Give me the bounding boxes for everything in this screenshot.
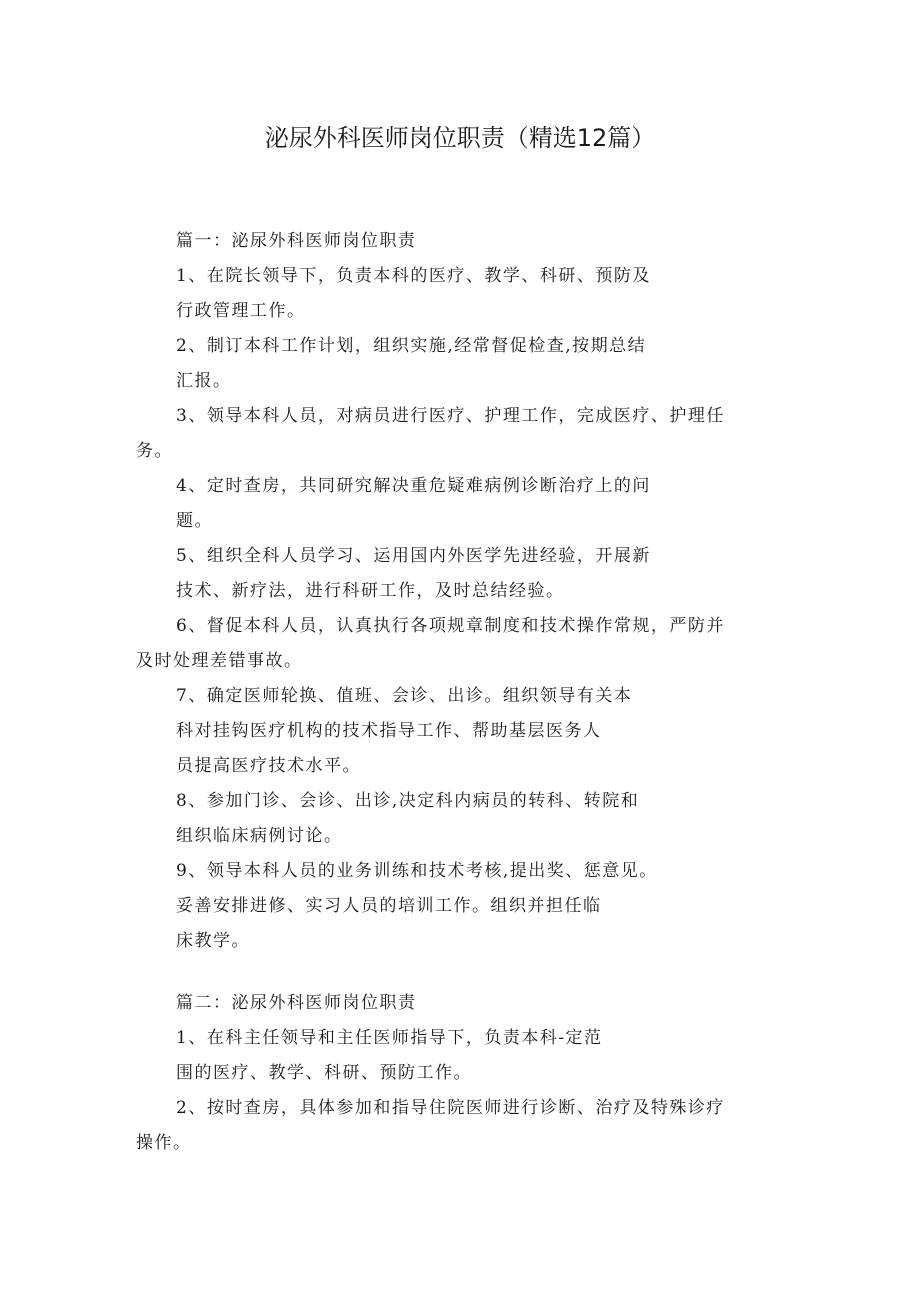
paragraph-line: 围的医疗、教学、科研、预防工作。: [176, 1063, 472, 1083]
paragraph-line: 8、参加门诊、会诊、出诊,决定科内病员的转科、转院和: [176, 791, 640, 811]
paragraph-line: 9、领导本科人员的业务训练和技术考核,提出奖、惩意见。: [176, 861, 658, 881]
paragraph-line: 7、确定医师轮换、值班、会诊、出诊。组织领导有关本: [176, 686, 633, 706]
paragraph-line: 6、督促本科人员，认真执行各项规章制度和技术操作常规，严防并: [176, 616, 725, 636]
paragraph-line: 及时处理差错事故。: [136, 651, 303, 671]
paragraph-line: 床教学。: [176, 931, 250, 951]
paragraph-line: 科对挂钩医疗机构的技术指导工作、帮助基层医务人: [176, 721, 602, 741]
paragraph-line: 题。: [176, 511, 213, 531]
paragraph-line: 3、领导本科人员，对病员进行医疗、护理工作，完成医疗、护理任: [176, 406, 725, 426]
paragraph-line: 5、组织全科人员学习、运用国内外医学先进经验，开展新: [176, 546, 651, 566]
section-heading: 篇二：泌尿外科医师岗位职责: [176, 993, 417, 1013]
paragraph-line: 技术、新疗法，进行科研工作，及时总结经验。: [176, 581, 565, 601]
paragraph-line: 务。: [136, 441, 173, 461]
paragraph-line: 妥善安排进修、实习人员的培训工作。组织并担任临: [176, 896, 602, 916]
paragraph-line: 1、在院长领导下，负责本科的医疗、教学、科研、预防及: [176, 266, 651, 286]
paragraph-line: 汇报。: [176, 371, 232, 391]
paragraph-line: 组织临床病例讨论。: [176, 826, 343, 846]
paragraph-line: 行政管理工作。: [176, 301, 306, 321]
paragraph-line: 2、制订本科工作计划，组织实施,经常督促检查,按期总结: [176, 336, 647, 356]
paragraph-line: 操作。: [136, 1133, 192, 1153]
paragraph-line: 1、在科主任领导和主任医师指导下，负责本科-定范: [176, 1028, 603, 1048]
document-title: 泌尿外科医师岗位职责（精选12篇）: [264, 124, 656, 152]
section-heading: 篇一：泌尿外科医师岗位职责: [176, 231, 417, 251]
paragraph-line: 员提高医疗技术水平。: [176, 756, 361, 776]
paragraph-line: 4、定时查房，共同研究解决重危疑难病例诊断治疗上的问: [176, 476, 651, 496]
paragraph-line: 2、按时查房，具体参加和指导住院医师进行诊断、治疗及特殊诊疗: [176, 1098, 725, 1118]
